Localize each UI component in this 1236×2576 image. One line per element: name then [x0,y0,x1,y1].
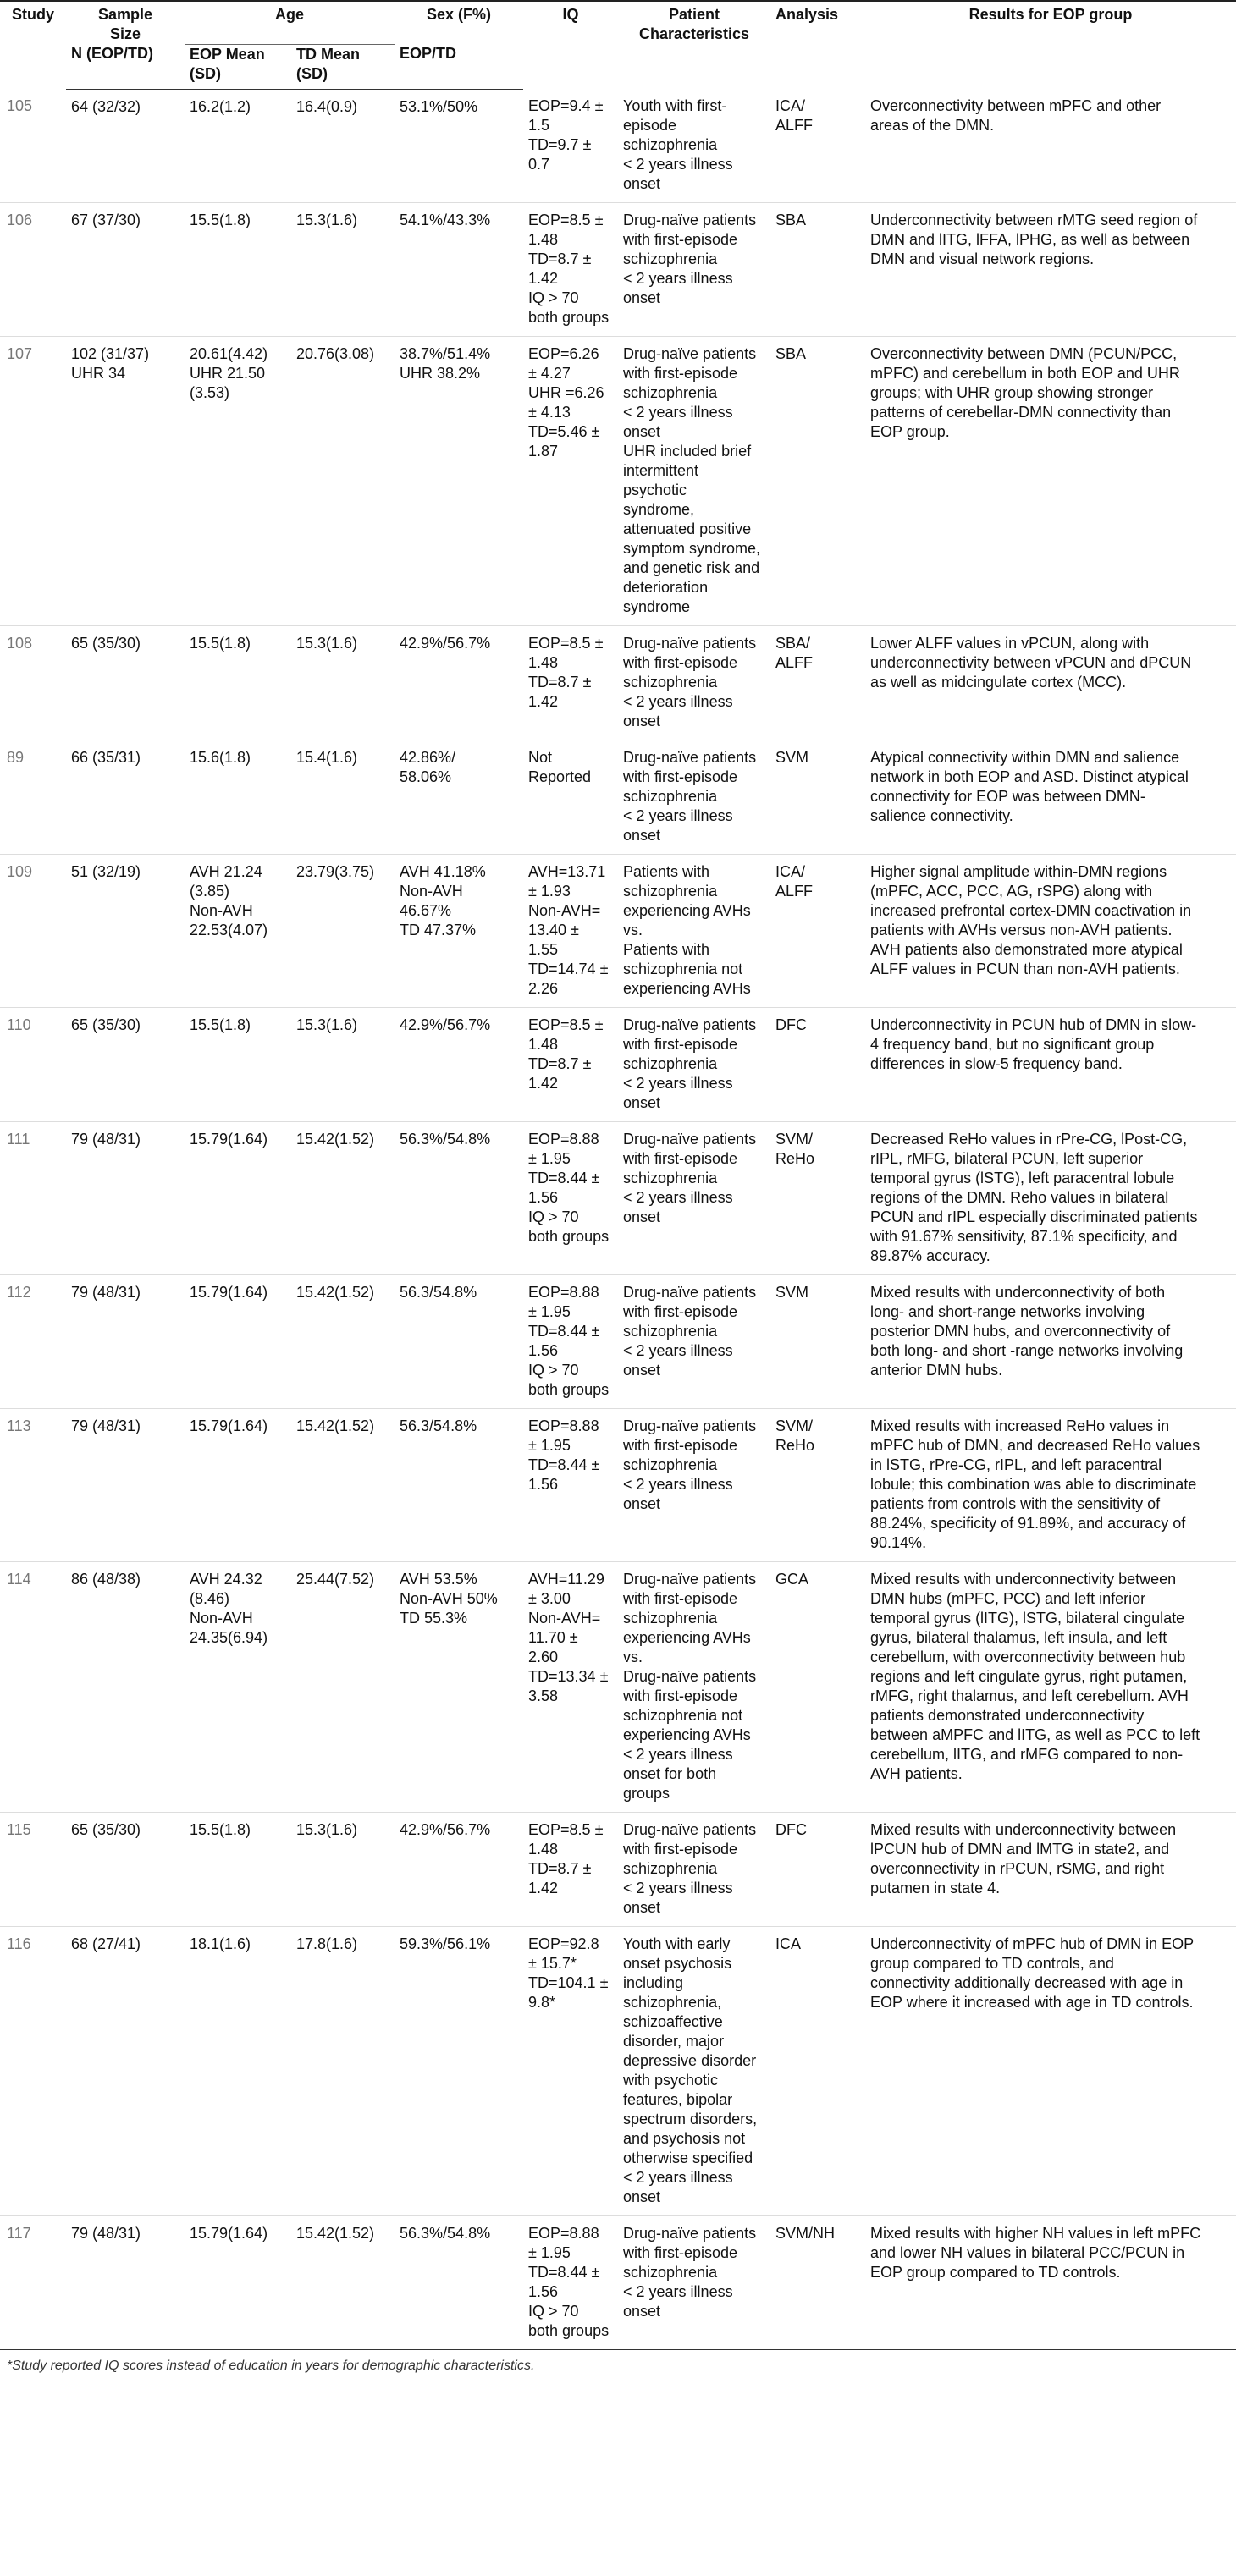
sample-size-cell: 86 (48/38) [71,1571,141,1588]
sex-cell: 38.7%/51.4% UHR 38.2% [400,345,491,382]
eop-mean-cell: 15.79(1.64) [185,2216,291,2350]
table-header [0,1,1236,89]
sample-size-cell: 79 (48/31) [71,1417,141,1434]
header-age: Age [185,1,395,44]
study-cell: 115 [7,1821,31,1838]
iq-cell: EOP=8.5 ± 1.48 TD=8.7 ± 1.42 [528,1821,604,1896]
results-cell: Mixed results with underconnectivity of both long- and short-range networks involving posterior DMN hubs, and overconnectivity of both long- and short -range networks involving anterior DMN hubs. [870,1284,1184,1379]
sample-size-cell: 79 (48/31) [66,2216,185,2350]
td-mean-cell: 15.3(1.6) [296,635,358,652]
results-cell: Overconnectivity between mPFC and other areas of the DMN. [870,97,1162,134]
td-mean-cell: 15.42(1.52) [296,1131,375,1148]
td-mean-cell: 23.79(3.75) [296,863,375,880]
sample-size-cell: 68 (27/41) [71,1935,141,1952]
header-study: Study [0,1,66,89]
sex-cell: 56.3/54.8% [400,1284,477,1301]
sample-size-cell: 79 (48/31) [71,1131,141,1148]
study-cell: 112 [7,1284,31,1301]
td-mean-cell: 16.4(0.9) [296,97,358,115]
eop-mean-cell: 15.5(1.8) [190,635,251,652]
iq-cell: EOP=8.5 ± 1.48 TD=8.7 ± 1.42 [528,635,604,710]
analysis-cell: SVM/NH [770,2216,865,2350]
sex-cell: 42.9%/56.7% [400,635,491,652]
table-body [0,89,1236,2350]
eop-mean-cell: 15.5(1.8) [190,212,251,228]
results-cell: Overconnectivity between DMN (PCUN/PCC, mPFC) and cerebellum in both EOP and UHR groups; with UHR group showing stronger patterns of cerebellar-DMN connectivity than EOP group. [870,345,1180,440]
study-cell: 106 [7,212,33,228]
sample-size-cell: 51 (32/19) [71,863,141,880]
sex-cell: 56.3/54.8% [400,1417,477,1434]
study-cell: 109 [7,863,33,880]
analysis-cell: SBA [775,345,807,362]
sex-cell: AVH 41.18% Non-AVH 46.67% TD 47.37% [400,863,486,938]
analysis-cell: SBA [775,212,807,228]
table-row [0,1008,1236,1122]
sex-cell: 59.3%/56.1% [400,1935,491,1952]
header-patient: Patient Characteristics [618,1,770,89]
iq-cell: EOP=8.88 ± 1.95 TD=8.44 ± 1.56 IQ > 70 both groups [528,1284,610,1398]
eop-mean-cell: 20.61(4.42) UHR 21.50 (3.53) [190,345,268,401]
eop-mean-cell: 15.5(1.8) [190,1821,251,1838]
study-cell: 116 [7,1935,31,1952]
analysis-cell: ICA/ ALFF [775,863,814,900]
study-cell: 114 [7,1571,31,1588]
td-mean-cell: 17.8(1.6) [296,1935,358,1952]
results-cell: Underconnectivity of mPFC hub of DMN in EOP group compared to TD controls, and connectivity additionally decreased with age in EOP where it increased with age in TD controls. [870,1935,1195,2011]
table-row [0,855,1236,1008]
results-cell: Atypical connectivity within DMN and salience network in both EOP and ASD. Distinct atypical connectivity for EOP was between DMN- salience connectivity. [870,749,1189,824]
patient-characteristics-cell: Drug-naïve patients with first-episode schizophrenia < 2 years illness onset [623,1284,757,1379]
sample-size-cell: 65 (35/30) [71,635,141,652]
sex-cell: 56.3%/54.8% [395,2216,523,2350]
table-row [0,1275,1236,1409]
sex-cell: 56.3%/54.8% [400,1131,491,1148]
sample-size-cell: 67 (37/30) [71,212,141,228]
study-cell: 108 [7,635,33,652]
patient-characteristics-cell: Drug-naïve patients with first-episode schizophrenia < 2 years illness onset [623,1417,757,1512]
header-sex: Sex (F%) [395,1,523,44]
sex-cell: 42.9%/56.7% [400,1821,491,1838]
iq-cell: EOP=8.5 ± 1.48 TD=8.7 ± 1.42 IQ > 70 both groups [528,212,610,326]
study-cell: 111 [7,1131,30,1148]
header-td-mean: TD Mean (SD) [291,44,395,89]
analysis-cell: SBA/ ALFF [775,635,814,671]
table-row [0,89,1236,203]
td-mean-cell: 15.4(1.6) [296,749,358,766]
analysis-cell: DFC [775,1016,808,1033]
iq-cell: EOP=6.26 ± 4.27 UHR =6.26 ± 4.13 TD=5.46 ± 1.87 [528,345,604,460]
patient-characteristics-cell: Drug-naïve patients with first-episode schizophrenia < 2 years illness onset [623,1821,757,1916]
patient-characteristics-cell: Drug-naïve patients with first-episode schizophrenia experiencing AVHs vs. Drug-naïve patients with first-episode schizophrenia not experiencing AVHs < 2 years illness onset for both groups [623,1571,757,1802]
sex-cell: 53.1%/50% [400,97,478,115]
iq-cell: EOP=8.88 ± 1.95 TD=8.44 ± 1.56 IQ > 70 both groups [523,2216,618,2350]
eop-mean-cell: 15.6(1.8) [190,749,251,766]
patient-characteristics-cell: Drug-naïve patients with first-episode schizophrenia < 2 years illness onset [623,1016,757,1111]
study-cell: 117 [0,2216,66,2350]
td-mean-cell: 15.42(1.52) [291,2216,395,2350]
sample-size-cell: 65 (35/30) [71,1016,141,1033]
iq-cell: AVH=13.71 ± 1.93 Non-AVH= 13.40 ± 1.55 TD=14.74 ± 2.26 [528,863,609,997]
eop-mean-cell: 15.79(1.64) [190,1417,268,1434]
patient-characteristics-cell: Drug-naïve patients with first-episode schizophrenia < 2 years illness onset [623,749,757,844]
sample-size-cell: 79 (48/31) [71,1284,141,1301]
study-cell: 89 [7,749,25,766]
analysis-cell: DFC [775,1821,808,1838]
eop-mean-cell: AVH 21.24 (3.85) Non-AVH 22.53(4.07) [190,863,268,938]
results-cell: Mixed results with increased ReHo values in mPFC hub of DMN, and decreased ReHo values in lSTG, rPre-CG, rIPL, and left paracentral lobule; this combination was able to discriminate patients from controls with the sensitivity of 88.24%, specificity of 91.89%, and accuracy of 90.14%. [870,1417,1200,1551]
analysis-cell: ICA [775,1935,802,1952]
iq-cell: EOP=8.88 ± 1.95 TD=8.44 ± 1.56 IQ > 70 both groups [528,1131,610,1245]
header-analysis: Analysis [770,1,865,89]
table-row [0,2216,1236,2350]
results-cell: Higher signal amplitude within-DMN regions (mPFC, ACC, PCC, AG, rSPG) along with increased prefrontal cortex-DMN coactivation in patients with AVHs versus non-AVH patients. AVH patients also demonstrated more atypical ALFF values in PCUN than non-AVH patients. [870,863,1192,977]
results-cell: Underconnectivity in PCUN hub of DMN in slow- 4 frequency band, but no significant group differences in slow-5 frequency band. [870,1016,1197,1072]
table-row [0,1122,1236,1275]
td-mean-cell: 20.76(3.08) [296,345,375,362]
patient-characteristics-cell: Drug-naïve patients with first-episode schizophrenia < 2 years illness onset [623,212,757,306]
analysis-cell: SVM/ ReHo [775,1417,815,1454]
table-row [0,1562,1236,1813]
sample-size-cell: 102 (31/37) UHR 34 [71,345,150,382]
td-mean-cell: 25.44(7.52) [296,1571,375,1588]
iq-cell: EOP=92.8 ± 15.7* TD=104.1 ± 9.8* [528,1935,609,2011]
iq-cell: EOP=9.4 ± 1.5 TD=9.7 ± 0.7 [528,97,604,173]
header-eop-mean: EOP Mean (SD) [185,44,291,89]
study-cell: 110 [7,1016,31,1033]
sample-size-cell: 64 (32/32) [71,97,141,115]
sample-size-cell: 66 (35/31) [71,749,141,766]
results-cell: Mixed results with underconnectivity between lPCUN hub of DMN and lMTG in state2, and overconnectivity in rPCUN, rSMG, and right putamen in state 4. [870,1821,1177,1896]
sex-cell: 42.86%/ 58.06% [400,749,456,785]
analysis-cell: SVM/ ReHo [775,1131,815,1167]
results-cell: Underconnectivity between rMTG seed region of DMN and lITG, lFFA, lPHG, as well as between DMN and visual network regions. [870,212,1198,267]
eop-mean-cell: 16.2(1.2) [190,97,251,115]
table-row [0,740,1236,855]
sex-cell: 54.1%/43.3% [400,212,491,228]
header-sample-size: Sample Size [66,1,185,44]
results-cell: Decreased ReHo values in rPre-CG, lPost-CG, rIPL, rMFG, bilateral PCUN, left superior temporal gyrus (lSTG), left paracentral lobule regions of the DMN. Reho values in bilateral PCUN and rIPL especially discriminated patients with 91.67% sensitivity, 87.1% specificity, and 89.87% accuracy. [870,1131,1198,1264]
eop-mean-cell: 18.1(1.6) [190,1935,251,1952]
patient-characteristics-cell: Youth with early onset psychosis including schizophrenia, schizoaffective disorder, major depressive disorder with psychotic features, bipolar spectrum disorders, and psychosis not otherwise specified < 2 years illness onset [623,1935,758,2205]
td-mean-cell: 15.3(1.6) [296,212,358,228]
footnote: *Study reported IQ scores instead of education in years for demographic characteristics. [7,2359,535,2373]
analysis-cell: GCA [775,1571,809,1588]
table-row [0,337,1236,626]
header-iq: IQ [523,1,618,89]
patient-characteristics-cell: Drug-naïve patients with first-episode schizophrenia < 2 years illness onset [618,2216,770,2350]
study-cell: 105 [7,97,33,114]
table-row [0,203,1236,337]
patient-characteristics-cell: Youth with first- episode schizophrenia < 2 years illness onset [623,97,733,192]
eop-mean-cell: AVH 24.32 (8.46) Non-AVH 24.35(6.94) [190,1571,268,1646]
patient-characteristics-cell: Drug-naïve patients with first-episode schizophrenia < 2 years illness onset [623,1131,757,1225]
sample-size-cell: 65 (35/30) [71,1821,141,1838]
header-sex-sub: EOP/TD [395,44,523,89]
td-mean-cell: 15.42(1.52) [296,1417,375,1434]
td-mean-cell: 15.3(1.6) [296,1016,358,1033]
sex-cell: AVH 53.5% Non-AVH 50% TD 55.3% [400,1571,498,1627]
patient-characteristics-cell: Drug-naïve patients with first-episode schizophrenia < 2 years illness onset UHR included brief intermittent psychotic syndrome, attenuated positive symptom syndrome, and genetic risk and deterioration syndrome [623,345,761,615]
header-sample-size-sub: N (EOP/TD) [66,44,185,89]
iq-cell: Not Reported [528,749,592,785]
patient-characteristics-cell: Patients with schizophrenia experiencing AVHs vs. Patients with schizophrenia not experiencing AVHs [623,863,751,997]
td-mean-cell: 15.42(1.52) [296,1284,375,1301]
study-cell: 113 [7,1417,31,1434]
iq-cell: EOP=8.88 ± 1.95 TD=8.44 ± 1.56 [528,1417,600,1493]
table-row [0,626,1236,740]
analysis-cell: ICA/ ALFF [775,97,814,134]
iq-cell: EOP=8.5 ± 1.48 TD=8.7 ± 1.42 [528,1016,604,1092]
iq-cell: AVH=11.29 ± 3.00 Non-AVH= 11.70 ± 2.60 TD=13.34 ± 3.58 [528,1571,609,1704]
analysis-cell: SVM [775,749,809,766]
eop-mean-cell: 15.5(1.8) [190,1016,251,1033]
td-mean-cell: 15.3(1.6) [296,1821,358,1838]
results-cell: Mixed results with underconnectivity between DMN hubs (mPFC, PCC) and left inferior temporal gyrus (lITG), lSTG, bilateral cingulate gyrus, bilateral thalamus, left insula, and left cerebellum, with overconnectivity between hub regions and left cingulate gyrus, right putamen, rMFG, right thalamus, and left cerebellum. AVH patients demonstrated underconnectivity between aMPFC and lITG, as well as PCC to left cerebellum, lITG, and rMFG compared to non- AVH patients. [870,1571,1200,1782]
results-cell: Mixed results with higher NH values in left mPFC and lower NH values in bilateral PCC/PCUN in EOP group compared to TD controls. [865,2216,1236,2350]
table-row [0,1813,1236,1927]
table-row [0,1409,1236,1562]
study-cell: 107 [7,345,33,362]
table-row [0,1927,1236,2216]
results-cell: Lower ALFF values in vPCUN, along with underconnectivity between vPCUN and dPCUN as well as midcingulate cortex (MCC). [870,635,1192,691]
header-results: Results for EOP group [865,1,1236,89]
eop-mean-cell: 15.79(1.64) [190,1131,268,1148]
analysis-cell: SVM [775,1284,809,1301]
patient-characteristics-cell: Drug-naïve patients with first-episode schizophrenia < 2 years illness onset [623,635,757,729]
eop-mean-cell: 15.79(1.64) [190,1284,268,1301]
sex-cell: 42.9%/56.7% [400,1016,491,1033]
